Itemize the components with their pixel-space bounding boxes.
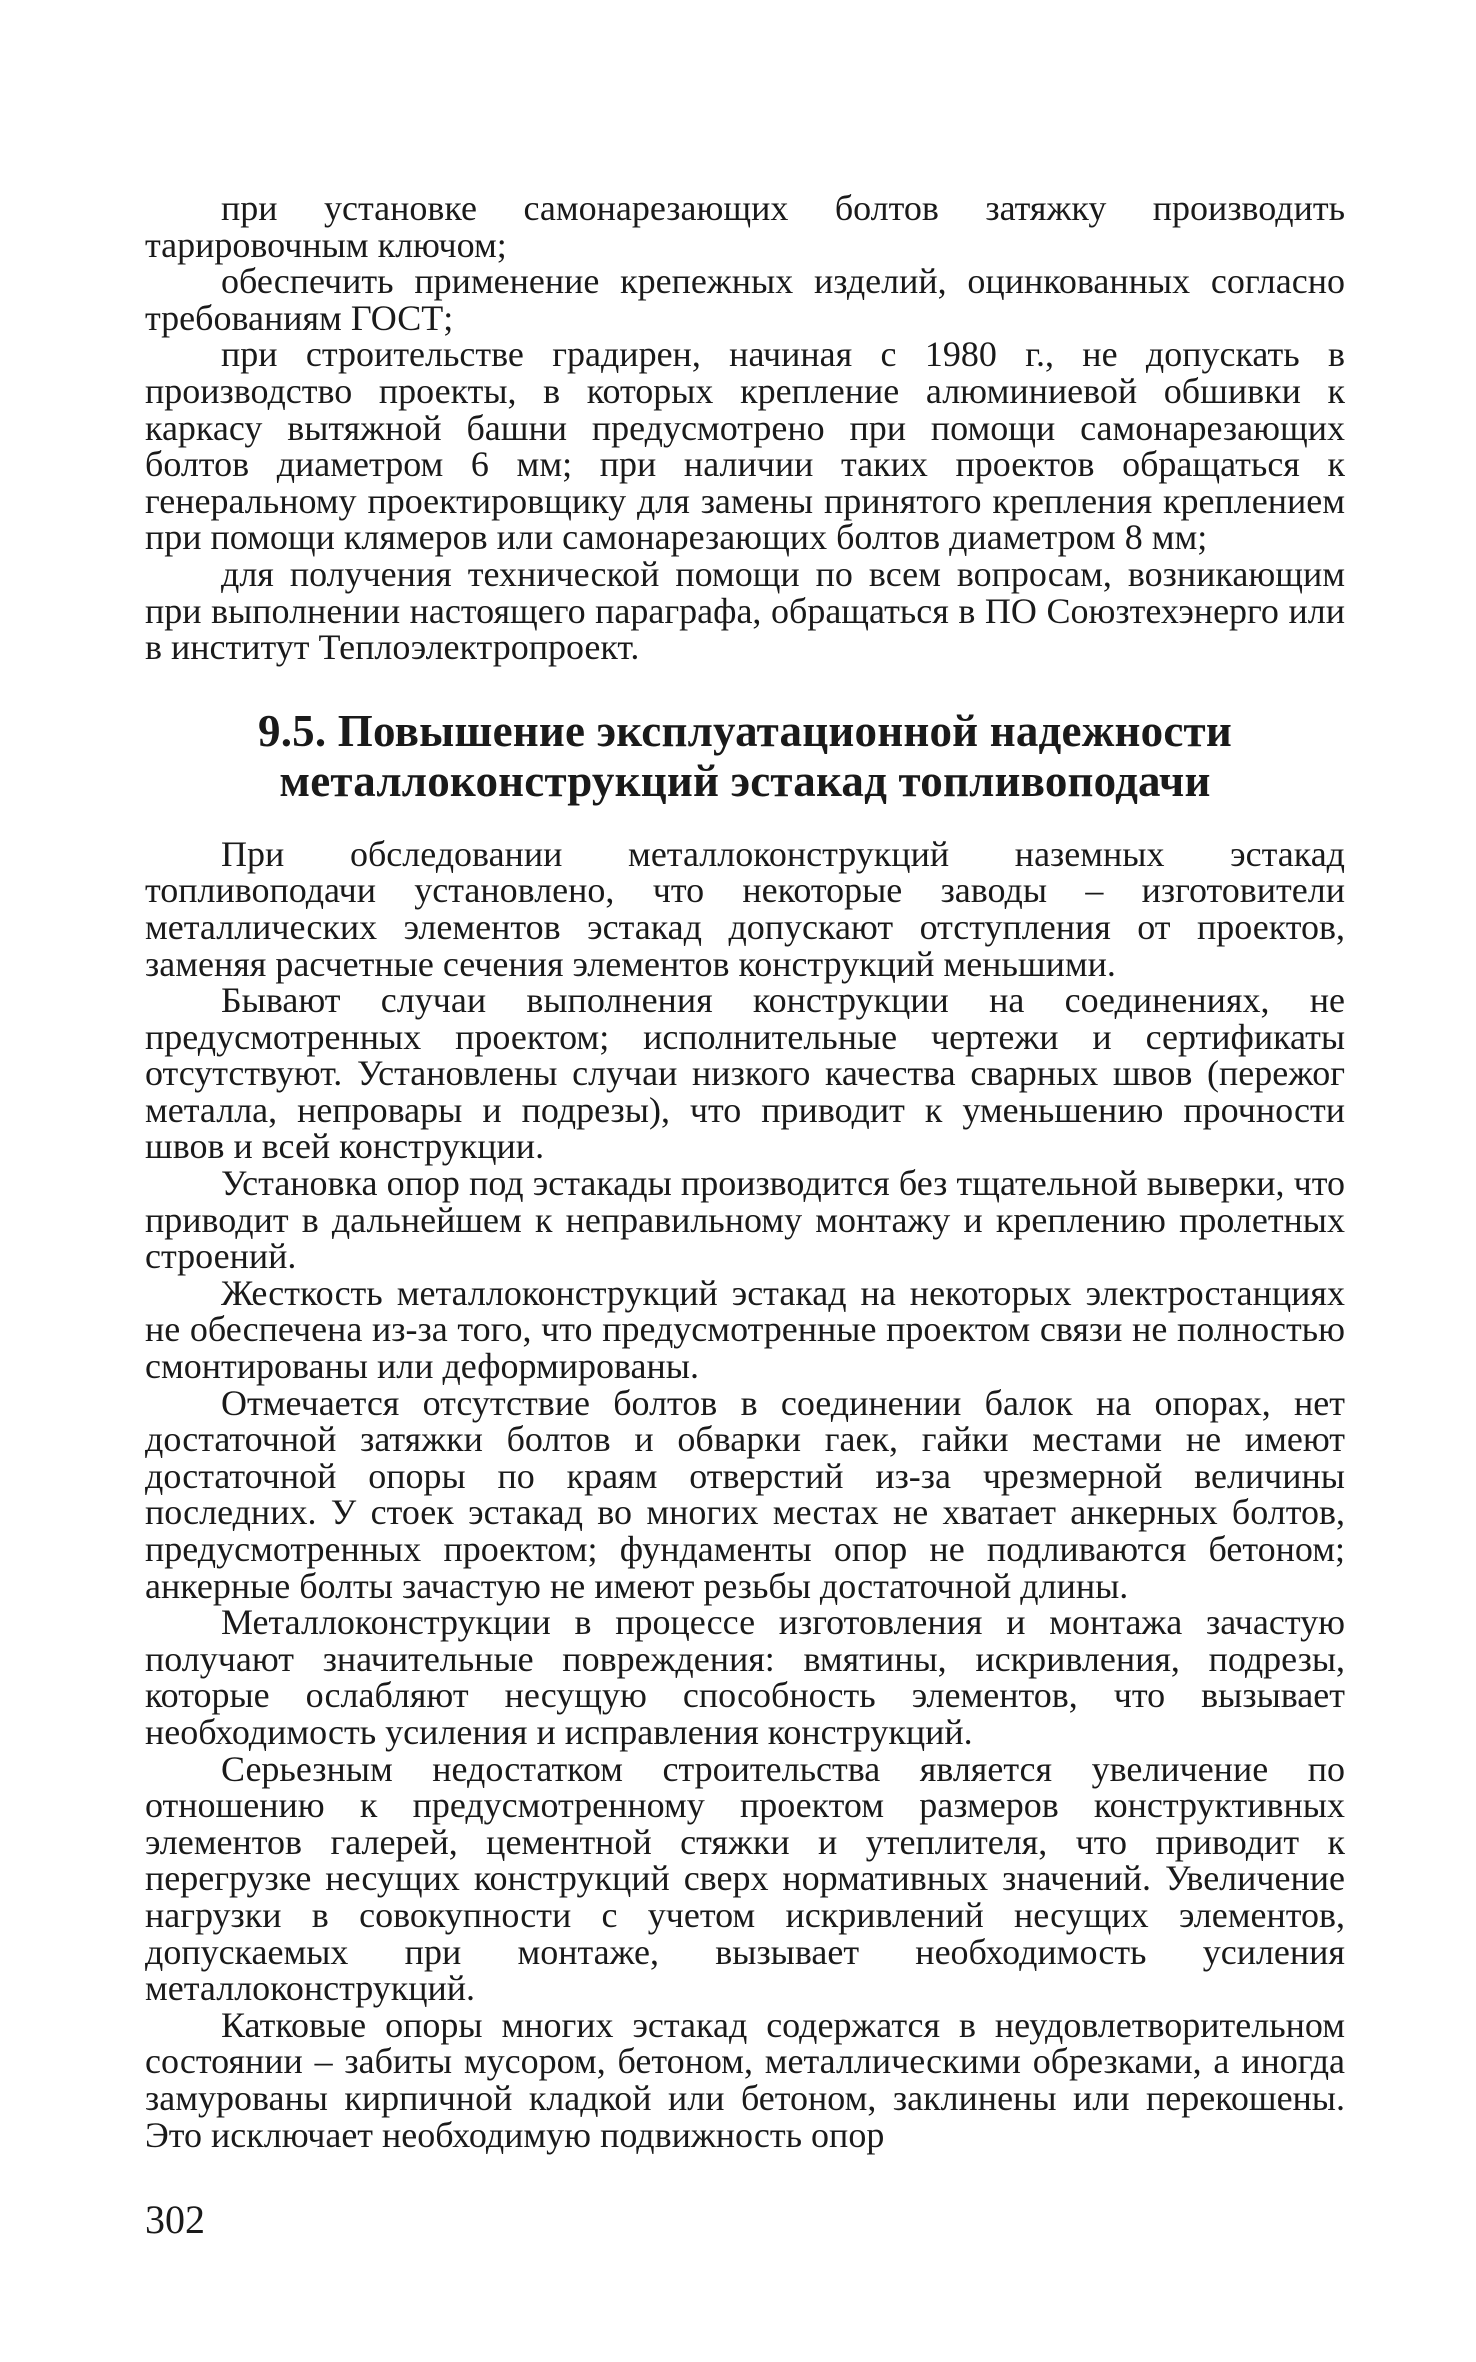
paragraph-overload: Серьезным недостатком строительства является увеличение по отношению к предусмотренному проектом размеров конструктивных элементов галерей, цементной стяжки и утеплителя, что приводит к перегрузке несущих конструкций сверх нормативных значений. Увеличение нагрузки в совокупности с учетом искривлений несущих элементов, допускаемых при монтаже, вызывает необходимость усиления металлоконструкций. (145, 1748, 1345, 2009)
paragraph-roller-supports: Катковые опоры многих эстакад содержатся в неудовлетворительном состоянии – забиты мусором, бетоном, металлическими обрезками, а иногда замурованы кирпичной кладкой или бетоном, заклинены или перекошены. Это исключает необходимую подвижность опор (145, 2004, 1345, 2155)
paragraph-damage: Металлоконструкции в процессе изготовления и монтажа зачастую получают значительные повреждения: вмятины, искривления, подрезы, которые ослабляют несущую способность элементов, что вызывает необходимость усиления и исправления конструкций. (145, 1602, 1345, 1752)
paragraph-rigidity: Жесткость металлоконструкций эстакад на некоторых электростанциях не обеспечена из-за того, что предусмотренные проектом связи не полностью смонтированы или деформированы. (145, 1272, 1345, 1387)
paragraph-technical-help: для получения технической помощи по всем вопросам, возникающим при выполнении настоящего параграфа, обращаться в ПО Союзтехэнерго или в институт Теплоэлектропроект. (145, 553, 1345, 668)
paragraph-connections: Бывают случаи выполнения конструкции на соединениях, не предусмотренных проектом; исполнительные чертежи и сертификаты отсутствуют. Установлены случаи низкого качества сварных швов (пережог металла, непровары и подрезы), что приводит к уменьшению прочности швов и всей конструкции. (145, 980, 1345, 1167)
paragraph-fasteners: обеспечить применение крепежных изделий, оцинкованных согласно требованиям ГОСТ; (145, 261, 1345, 338)
section-heading-line-1: 9.5. Повышение эксплуатационной надежности (258, 705, 1232, 756)
paragraph-bolts: Отмечается отсутствие болтов в соединении балок на опорах, нет достаточной затяжки болтов и обварки гаек, гайки местами не имеют достаточной опоры по краям отверстий из-за чрезмерной величины последних. У стоек эстакад во многих местах не хватает анкерных болтов, предусмотренных проектом; фундаменты опор не подливаются бетоном; анкерные болты зачастую не имеют резьбы достаточной длины. (145, 1382, 1345, 1606)
page-number: 302 (145, 2197, 205, 2242)
section-heading-line-2: металлоконструкций эстакад топливоподачи (279, 755, 1211, 806)
paragraph-supports: Установка опор под эстакады производится без тщательной выверки, что приводит в дальнейшем к неправильному монтажу и креплению пролетных строений. (145, 1163, 1345, 1277)
paragraph-cooling-towers: при строительстве градирен, начиная с 1980 г., не допускать в производство проекты, в которых крепление алюминиевой обшивки к каркасу вытяжной башни предусмотрено при помощи самонарезающих болтов диаметром 6 мм; при наличии таких проектов обращаться к генеральному проектировщику для замены принятого крепления креплением при помощи клямеров или самонарезающих болтов диаметром 8 мм; (145, 334, 1345, 558)
page-body (145, 190, 1345, 2153)
paragraph-bolt-tightening: при установке самонарезающих болтов затяжку производить тарировочным ключом; (145, 188, 1345, 265)
paragraph-survey: При обследовании металлоконструкций наземных эстакад топливоподачи установлено, что некоторые заводы – изготовители металлических элементов эстакад допускают отступления от проектов, заменяя расчетные сечения элементов конструкций меньшими. (145, 833, 1345, 984)
section-heading (145, 706, 1345, 806)
